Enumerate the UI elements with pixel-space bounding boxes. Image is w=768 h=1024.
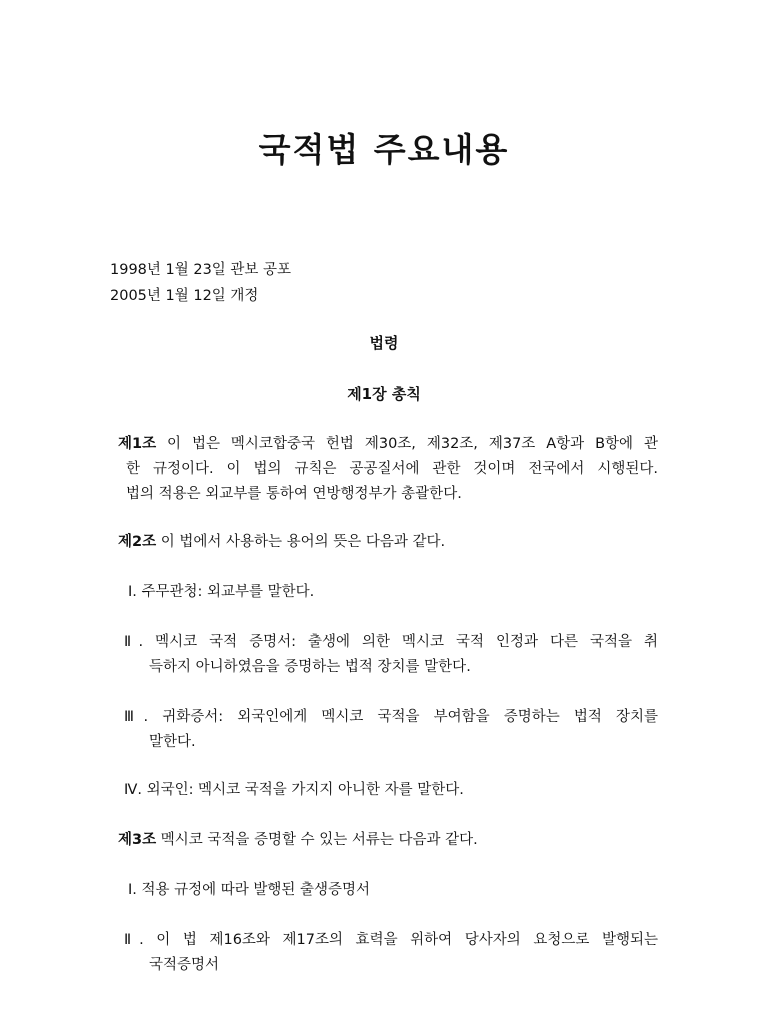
- article-3-label: 제3조: [118, 832, 157, 848]
- chapter-heading: 제1장 총칙: [347, 385, 421, 403]
- article-3-item-1: Ⅰ. 적용 규정에 따라 발행된 출생증명서: [128, 882, 371, 898]
- publication-date: 1998년 1월 23일 관보 공포: [110, 262, 292, 278]
- article-3: [118, 828, 658, 849]
- article-2-item-2-line-1: Ⅱ. 멕시코 국적 증명서: 출생에 의한 멕시코 국적 인정과 다른 국적을 취: [124, 634, 658, 650]
- article-1-line-1: [118, 432, 658, 453]
- article-2-item-1: Ⅰ. 주무관청: 외교부를 말한다.: [128, 584, 315, 600]
- article-2: [118, 530, 658, 551]
- article-2-item-2-line-2: 득하지 아니하였음을 증명하는 법적 장치를 말한다.: [149, 659, 471, 675]
- article-2-item-3-line-2: 말한다.: [149, 734, 196, 750]
- article-1-line-2: 한 규정이다. 이 법의 규칙은 공공질서에 관한 것이며 전국에서 시행된다.: [126, 461, 658, 477]
- article-3-item-2-line-2: 국적증명서: [149, 957, 220, 973]
- section-heading: 법령: [369, 334, 399, 352]
- document-title: 국적법 주요내용: [258, 130, 510, 169]
- article-1-text-1: 이 법은 멕시코합중국 헌법 제30조, 제32조, 제37조 A항과 B항에 관: [156, 436, 658, 452]
- article-2-label: 제2조: [118, 534, 157, 550]
- article-3-item-2-line-1: Ⅱ. 이 법 제16조와 제17조의 효력을 위하여 당사자의 요청으로 발행되는: [124, 932, 658, 948]
- article-2-text: 이 법에서 사용하는 용어의 뜻은 다음과 같다.: [156, 534, 446, 550]
- amendment-date: 2005년 1월 12일 개정: [110, 288, 259, 304]
- article-2-item-4: Ⅳ. 외국인: 멕시코 국적을 가지지 아니한 자를 말한다.: [124, 782, 464, 798]
- article-2-item-3-line-1: Ⅲ. 귀화증서: 외국인에게 멕시코 국적을 부여함을 증명하는 법적 장치를: [124, 709, 658, 725]
- article-1-line-3: 법의 적용은 외교부를 통하여 연방행정부가 총괄한다.: [126, 486, 462, 502]
- article-3-text: 멕시코 국적을 증명할 수 있는 서류는 다음과 같다.: [156, 832, 478, 848]
- article-1-label: 제1조: [118, 436, 157, 452]
